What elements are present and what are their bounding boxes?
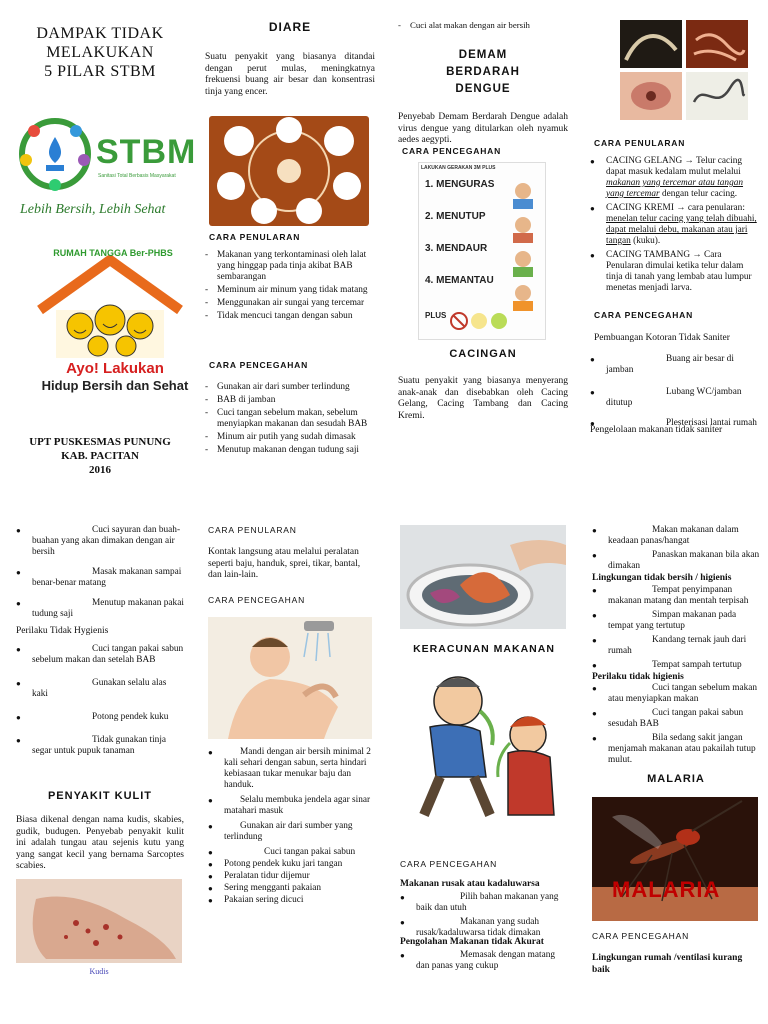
list-item — [590, 203, 760, 247]
item-text: Makan makanan dalam keadaan panas/hangat — [608, 525, 739, 546]
phbs-line1: Ayo! Lakukan — [66, 360, 164, 377]
poster-header: LAKUKAN GERAKAN 3M PLUS — [421, 165, 496, 171]
diare-description: Suatu penyakit yang biasanya ditandai dengan perut mulas, meningkatnya frekuensi buang air besar dan konsentrasi tinja yang encer. — [205, 52, 375, 97]
list-item: - Makanan yang terkontaminasi oleh lalat yang hinggap pada tinja akibat BAB sembarangan — [205, 250, 375, 283]
list-item — [16, 678, 184, 700]
diare-pencegahan-list — [205, 382, 377, 458]
cacing-pencegahan-title: CARA PENCEGAHAN — [594, 310, 694, 320]
item-text: Gunakan air dari sumber yang terlindung — [224, 821, 353, 842]
item-text: Plesterisasi lantai rumah — [666, 418, 757, 428]
cacing-food-list — [16, 525, 184, 620]
kulit-description: Biasa dikenal dengan nama kudis, skabies, gudik, budugen. Penyebab penyakit kulit ini adalah tungau atau sejenis kutu yang yang sangat kecil yang bernama Sarcoptes scabies. — [16, 815, 184, 871]
cacing-sub-2: Pengelolaan makanan tidak saniter — [590, 425, 723, 435]
item-text: Pakaian sering dicuci — [224, 895, 304, 905]
list-item — [400, 950, 568, 972]
malaria-photo — [592, 797, 758, 921]
slogan: Lebih Bersih, Lebih Sehat — [20, 202, 166, 217]
sick-people-icon — [400, 665, 566, 825]
item-text: Simpan makanan pada tempat yang tertutup — [608, 609, 737, 631]
keracunan-sub-1: Makanan rusak atau kadaluwarsa — [400, 879, 540, 889]
poster-item-2: 2. MENUTUP — [425, 211, 486, 222]
scabies-photo — [16, 879, 182, 963]
diare-panel — [205, 20, 375, 500]
stbm-logo-text: STBM — [96, 133, 197, 171]
list-item — [16, 567, 184, 589]
item-text: Memasak dengan matang dan panas yang cukup — [416, 950, 556, 971]
keracunan-behavior-list — [592, 683, 760, 766]
keracunan-title: KERACUNAN MAKANAN — [413, 643, 555, 655]
list-item — [208, 895, 376, 906]
item-text: Lubang WC/jamban ditutup — [606, 387, 742, 408]
list-item — [16, 712, 184, 723]
cacing-penularan-title: CARA PENULARAN — [594, 138, 686, 148]
list-item — [590, 354, 760, 376]
list-item — [590, 250, 760, 294]
list-item — [592, 550, 760, 572]
diare-penularan-list — [205, 250, 375, 324]
cacing-penularan-list — [590, 156, 760, 299]
pinworm-icon — [620, 72, 682, 120]
cover-title-3: 5 PILAR STBM — [44, 63, 156, 80]
item-text: Menutup makanan pakai tudung saji — [32, 598, 184, 619]
cacing-hygiene-list — [16, 644, 184, 757]
kulit-pencegahan-title: CARA PENCEGAHAN — [208, 595, 306, 605]
list-item — [592, 683, 760, 705]
keracunan-panel — [400, 525, 568, 1005]
hookworm-icon — [686, 20, 748, 68]
org-line-1: UPT PUSKESMAS PUNUNG — [29, 436, 171, 448]
scabies-foot-icon — [16, 879, 182, 963]
dbd-title-text: DEMAM BERDARAH DENGUE — [446, 49, 520, 95]
malaria-panel — [592, 525, 760, 1005]
item-text: Tidak gunakan tinja segar untuk pupuk tanaman — [32, 734, 167, 756]
list-item — [208, 883, 376, 894]
list-item — [16, 644, 184, 666]
poster-item-5: PLUS — [425, 311, 447, 320]
scabies-caption: Kudis — [89, 967, 109, 976]
list-item — [592, 635, 760, 657]
dbd-continued-list — [398, 20, 568, 31]
poster-item-1: 1. MENGURAS — [425, 179, 495, 190]
list-item — [208, 859, 376, 870]
list-item: - Cuci tangan sebelum makan, sebelum menyiapkan makanan dan sesudah BAB — [205, 408, 377, 430]
worm-photo-4 — [686, 72, 748, 120]
malaria-sub-2: Perilaku tidak higienis — [592, 671, 684, 682]
list-item: - Gunakan air dari sumber terlindung — [205, 382, 377, 393]
item-text: Makanan yang sudah rusak/kadaluwarsa tidak dimakan — [416, 917, 541, 938]
list-item — [400, 917, 568, 939]
phbs-arc-text: RUMAH TANGGA Ber-PHBS — [53, 248, 173, 258]
kulit-panel — [208, 525, 376, 1005]
list-item — [590, 387, 760, 409]
diare-penularan-title: CARA PENULARAN — [209, 232, 301, 242]
keracunan-list-2 — [400, 950, 568, 977]
item-text: Masak makanan sampai benar-benar matang — [32, 567, 182, 588]
item-text: CACING KREMI → cara penularan: — [606, 203, 745, 213]
item-text: Cuci tangan pakai sabun sebelum makan dan setelah BAB — [32, 643, 184, 665]
list-item — [592, 708, 760, 730]
item-text: Cuci tangan pakai sabun — [264, 847, 356, 857]
item-text: Selalu membuka jendela agar sinar matahari masuk — [224, 795, 371, 816]
item-text: Cuci sayuran dan buah-buahan yang akan dimakan dengan air bersih — [32, 525, 181, 557]
worm-sample-icon — [686, 72, 748, 120]
diare-title: DIARE — [268, 20, 312, 34]
item-text: Bila sedang sakit jangan menjamah makanan atau pakailah tutup mulut. — [608, 733, 756, 765]
keracunan-pencegahan-title: CARA PENCEGAHAN — [400, 859, 498, 869]
list-item: - Tidak mencuci tangan dengan sabun — [205, 311, 375, 322]
cacing-panel — [590, 20, 760, 500]
worm-photo-2 — [686, 20, 748, 68]
dbd-title — [398, 47, 568, 98]
org-line-3: 2016 — [89, 464, 111, 476]
item-text: Tempat penyimpanan makanan matang dan mentah terpisah — [608, 584, 749, 606]
cacing-continued-panel — [16, 525, 184, 1005]
list-item: - Minum air putih yang sudah dimasak — [205, 432, 377, 443]
item-text: Buang air besar di jamban — [606, 354, 734, 375]
item-text: Sering mengganti pakaian — [224, 883, 322, 893]
org-line-2: KAB. PACITAN — [61, 450, 139, 462]
item-text: CACING TAMBANG → Cara Penularan dimulai ketika telur dalam tinja di tanah yang lembab atau lumpur menetas menjadi larva. — [606, 250, 752, 293]
malaria-title: MALARIA — [647, 773, 705, 785]
keracunan-cont-list — [592, 525, 760, 572]
malaria-sub-1: Lingkungan tidak bersih / higienis — [592, 573, 732, 583]
list-item — [592, 660, 760, 671]
item-text: Cuci tangan pakai sabun sesudah BAB — [608, 708, 744, 729]
list-item — [592, 525, 760, 547]
keracunan-env-list — [592, 585, 760, 671]
malaria-photo-text: MALARIA — [612, 877, 721, 902]
item-text: Cuci tangan sebelum makan atau menyiapkan makan — [608, 683, 758, 704]
stbm-logo-sub: Sanitasi Total Berbasis Masyarakat — [98, 173, 176, 179]
worm-photo-1 — [620, 20, 682, 68]
item-text: Gunakan selalu alas kaki — [32, 677, 167, 699]
cacing-hygiene-sub: Perilaku Tidak Hygienis — [16, 626, 109, 636]
list-item — [208, 871, 376, 882]
phbs-family-icon — [30, 248, 190, 363]
kulit-title: PENYAKIT KULIT — [47, 790, 153, 802]
diare-illustration — [209, 116, 369, 226]
stbm-emblem-icon — [16, 115, 94, 193]
roundworm-icon — [620, 20, 682, 68]
item-underlined: makanan yang tercemar atau tangan yang tercemar — [606, 178, 744, 199]
org-block — [10, 435, 190, 477]
item-text: Potong pendek kuku jari tangan — [224, 859, 343, 869]
list-item — [16, 598, 184, 620]
item-text: Pilih bahan makanan yang baik dan utuh — [416, 892, 559, 913]
malaria-pencegahan-title: CARA PENCEGAHAN — [592, 931, 690, 941]
list-item: - Meminum air minum yang tidak matang — [205, 285, 375, 296]
item-text: (kuku). — [630, 236, 661, 246]
stbm-logo — [16, 115, 197, 205]
item-underlined: menelan telur cacing yang telah dibuahi, dapat melalui debu, makanan atau jari tangan — [606, 214, 757, 246]
kulit-pencegahan-list — [208, 747, 376, 911]
keracunan-sub-2: Pengolahan Makanan tidak Akurat — [400, 937, 544, 947]
keracunan-list-1 — [400, 892, 568, 941]
list-item — [400, 892, 568, 914]
food-poisoning-illustration — [400, 665, 566, 825]
shower-man-icon — [208, 617, 372, 739]
list-item — [592, 733, 760, 766]
item-text: dengan telur cacing. — [659, 189, 738, 199]
list-item — [592, 585, 760, 607]
poster-item-4: 4. MEMANTAU — [425, 275, 494, 286]
cover-title-1: DAMPAK TIDAK — [36, 25, 164, 42]
cover-panel — [10, 20, 197, 500]
list-item — [590, 156, 760, 200]
item-text: Peralatan tidur dijemur — [224, 871, 310, 881]
kulit-penularan-title: CARA PENULARAN — [208, 525, 297, 535]
list-item — [16, 525, 184, 558]
shower-photo — [208, 617, 372, 739]
item-text: Tempat sampah tertutup — [652, 659, 742, 670]
cacing-pencegahan-list — [590, 354, 760, 434]
item-text: Panaskan makanan bila akan dimakan — [608, 550, 760, 571]
dbd-pencegahan-title: CARA PENCEGAHAN — [402, 146, 502, 156]
item-text: Kandang ternak jauh dari rumah — [608, 634, 747, 656]
dbd-description: Penyebab Demam Berdarah Dengue adalah virus dengue yang ditularkan oleh nyamuk aedes aegypti. — [398, 112, 568, 145]
list-item: - Menutup makanan dengan tudung saji — [205, 445, 377, 456]
washing-machine-icon — [400, 525, 566, 629]
diare-cycle-icon — [209, 116, 369, 226]
list-item: - BAB di jamban — [205, 395, 377, 406]
list-item: - Cuci alat makan dengan air bersih — [398, 20, 568, 31]
cacingan-title: CACINGAN — [449, 348, 517, 360]
diare-pencegahan-title: CARA PENCEGAHAN — [209, 360, 309, 370]
laundry-photo — [400, 525, 566, 629]
poster-3m — [418, 162, 546, 340]
poster-item-3: 3. MENDAUR — [425, 243, 488, 254]
list-item — [208, 747, 376, 791]
worm-photo-3 — [620, 72, 682, 120]
poster-figures-icon — [505, 177, 541, 327]
poster-plus-icons — [449, 309, 509, 333]
list-item — [208, 795, 376, 817]
item-text: Potong pendek kuku — [92, 711, 169, 722]
list-item: - Menggunakan air sungai yang tercemar — [205, 298, 375, 309]
list-item — [16, 735, 184, 757]
list-item — [208, 821, 376, 843]
cacingan-description: Suatu penyakit yang biasanya menyerang anak-anak dan disebabkan oleh Cacing Gelang, Cacing Tambang dan Cacing Kremi. — [398, 376, 568, 421]
cover-title-2: MELAKUKAN — [46, 44, 154, 61]
kulit-penularan-desc: Kontak langsung atau melalui peralatan seperti baju, handuk, sprei, tikar, bantal, dan lain-lain. — [208, 547, 361, 580]
phbs-line2: Hidup Bersih dan Sehat — [41, 378, 189, 393]
list-item — [592, 610, 760, 632]
list-item — [208, 847, 376, 858]
worm-photos — [620, 20, 750, 120]
phbs-logo — [30, 248, 190, 398]
item-text: Mandi dengan air bersih minimal 2 kali sehari dengan sabun, serta hindari kebiasaan tukar menukar baju dan handuk. — [224, 747, 371, 790]
dbd-panel — [398, 20, 568, 500]
item-text: CACING GELANG → Telur cacing dapat masuk kedalam mulut melalui — [606, 156, 743, 177]
malaria-lingkungan: Lingkungan rumah /ventilasi kurang baik — [592, 953, 743, 975]
cacing-sub-1: Pembuangan Kotoran Tidak Saniter — [594, 333, 730, 343]
